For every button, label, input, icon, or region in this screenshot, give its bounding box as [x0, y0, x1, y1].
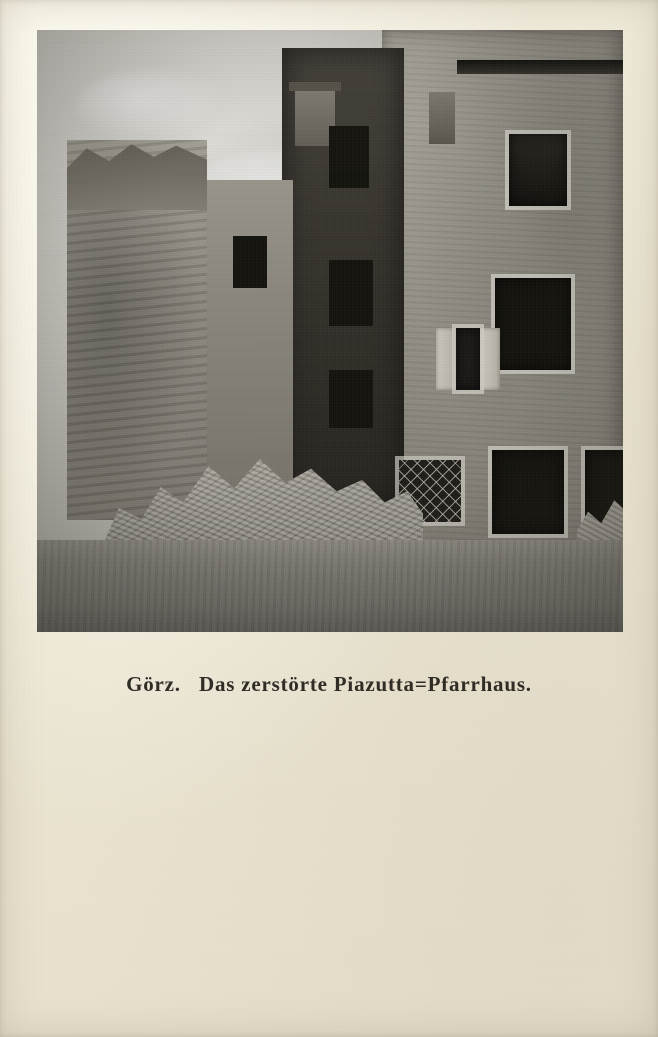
- window-opening: [329, 126, 369, 188]
- photo-caption: Görz. Das zerstörte Piazutta=Pfarrhaus.: [126, 672, 532, 696]
- window-shutter: [436, 328, 456, 390]
- window-opening: [456, 328, 480, 390]
- photograph: [37, 30, 623, 632]
- window-opening: [495, 278, 571, 370]
- left-facade-wall: [197, 180, 293, 510]
- window-opening: [329, 260, 373, 326]
- street-foreground: [37, 540, 623, 632]
- cloud-shape: [77, 70, 227, 140]
- window-opening: [329, 370, 373, 428]
- window-opening: [233, 236, 267, 288]
- window-opening: [509, 134, 567, 206]
- chimney-cap: [289, 82, 341, 91]
- chimney: [429, 92, 455, 144]
- window-shutter: [480, 328, 500, 390]
- broken-wall-crest: [67, 140, 207, 210]
- roof-eave: [457, 60, 623, 74]
- photograph-frame: [37, 30, 623, 632]
- window-opening: [492, 450, 564, 534]
